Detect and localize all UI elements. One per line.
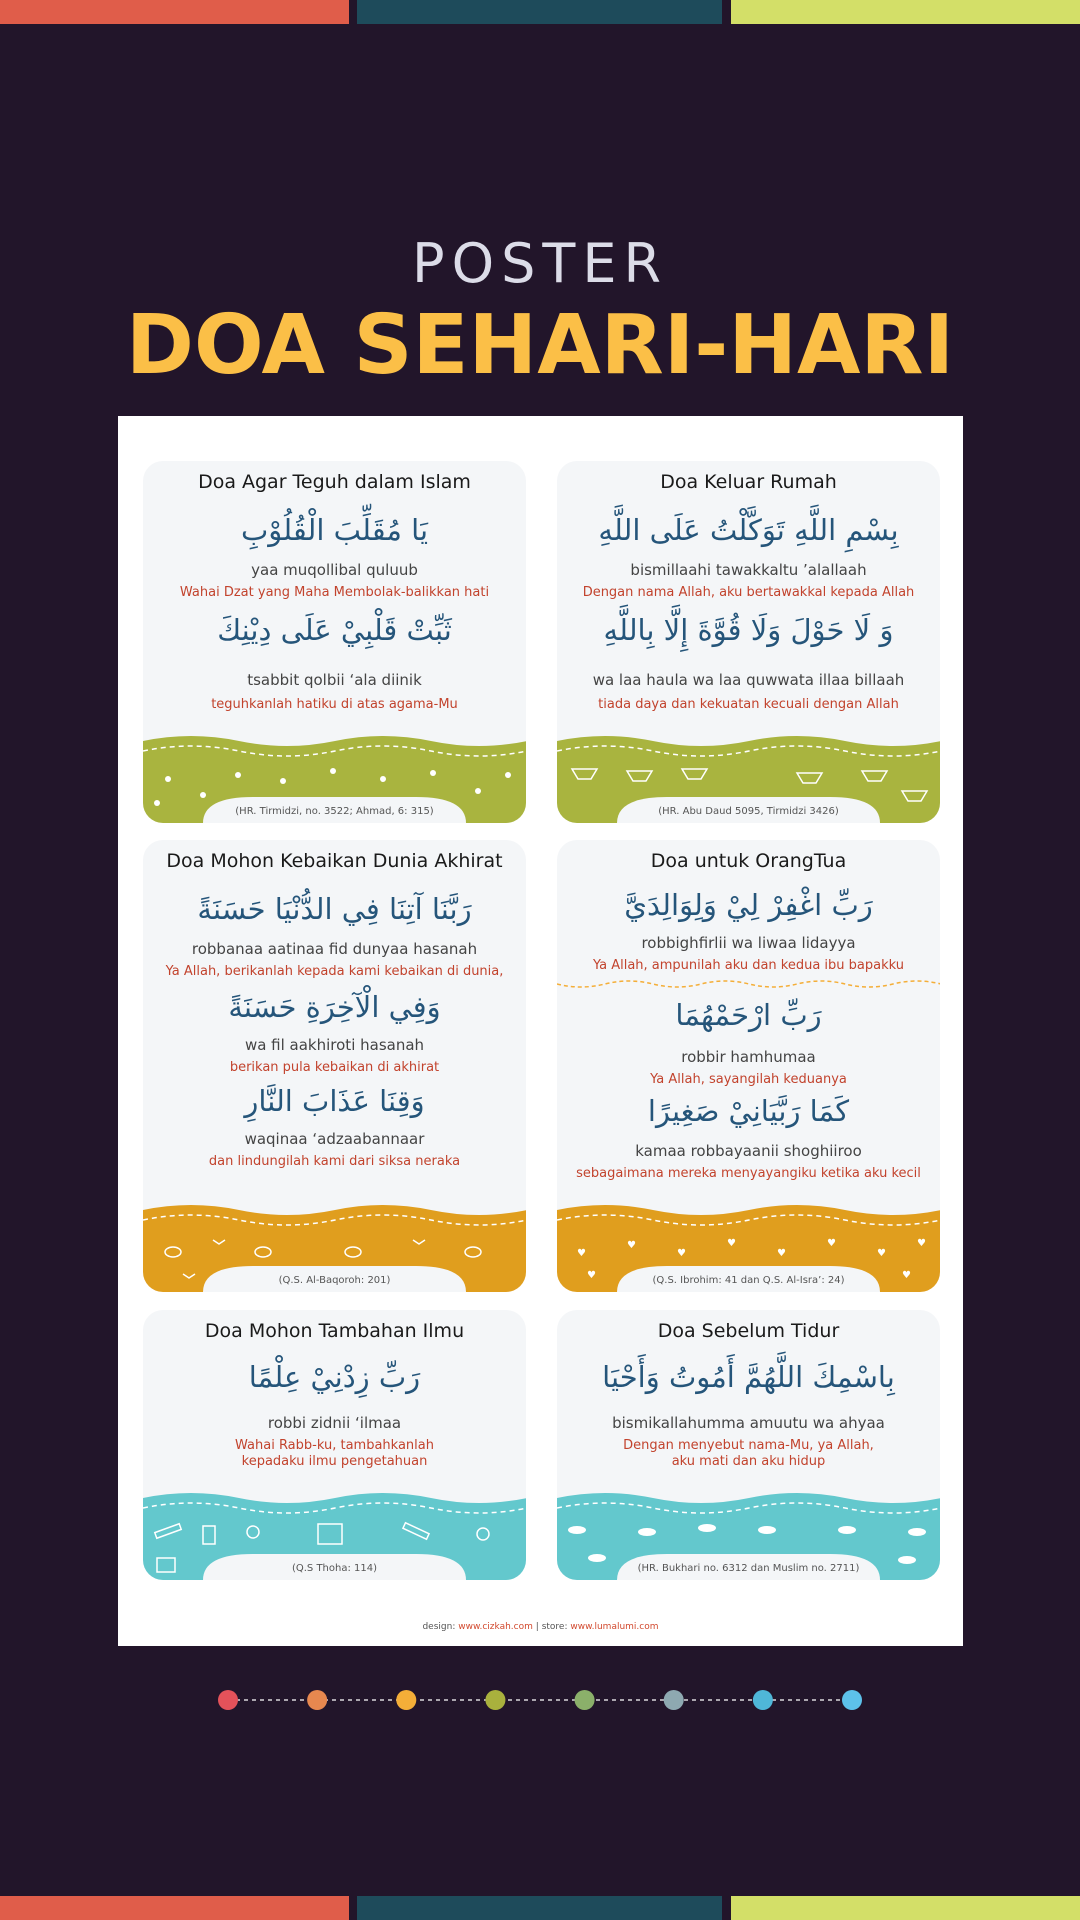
arabic-text: وَ لَا حَوْلَ وَلَا قُوَّةَ إِلَّا بِاللَّهِ [603,613,894,647]
source-reference: (Q.S. Ibrohim: 41 dan Q.S. Al-Isra’: 24) [652,1275,845,1286]
source-reference: (HR. Abu Daud 5095, Tirmidzi 3426) [658,806,839,817]
translation-text: berikan pula kebaikan di akhirat [229,1060,440,1075]
translation-text: Ya Allah, berikanlah kepada kami kebaikan di dunia, [165,964,504,979]
bottom-bar-red [0,1896,349,1920]
svg-text:♥: ♥ [777,1248,786,1259]
translation-text: sebagaimana mereka menyayangiku ketika aku kecil [576,1166,921,1181]
latin-text: robbi zidnii ‘ilmaa [267,1414,402,1432]
progress-dot [218,1690,238,1710]
latin-text: robbir hamhumaa [681,1048,816,1066]
source-reference: (HR. Bukhari no. 6312 dan Muslim no. 2711) [637,1563,860,1574]
svg-text:♥: ♥ [587,1270,596,1281]
translation-text: Dengan nama Allah, aku bertawakkal kepada Allah [582,585,915,600]
progress-dot [575,1690,595,1710]
card-title: Doa Mohon Kebaikan Dunia Akhirat [166,850,503,872]
svg-text:♥: ♥ [627,1240,636,1251]
arabic-text: رَبِّ اغْفِرْ لِيْ وَلِوَالِدَيَّ [624,888,873,922]
translation-text: Ya Allah, sayangilah keduanya [650,1072,847,1087]
arabic-text: بِاسْمِكَ اللَّهُمَّ أَمُوتُ وَأَحْيَا [602,1360,895,1394]
wavy-divider [557,978,940,992]
svg-text:♥: ♥ [902,1270,911,1281]
latin-text: wa fil aakhiroti hasanah [244,1036,425,1054]
bottom-bar-teal [357,1896,722,1920]
latin-text: bismikallahumma amuutu wa ahyaa [612,1414,885,1432]
arabic-text: وَقِنَا عَذَابَ النَّارِ [244,1084,425,1118]
svg-text:♥: ♥ [827,1238,836,1249]
arabic-text: رَبَّنَا آتِنَا فِي الدُّنْيَا حَسَنَةً [197,892,472,926]
latin-text: yaa muqollibal quluub [251,561,418,579]
credit-separator: | [535,1622,539,1632]
translation-text: tiada daya dan kekuatan kecuali dengan Allah [598,697,899,712]
arabic-text: وَفِي الْآخِرَةِ حَسَنَةً [228,990,441,1024]
card-doa-orangtua [557,840,940,1292]
top-bar-red [0,0,349,24]
poster-label: POSTER [412,232,668,295]
source-reference: (Q.S. Al-Baqoroh: 201) [278,1275,391,1286]
translation-text: Wahai Rabb-ku, tambahkanlah kepadaku ilmu pengetahuan [235,1438,434,1469]
store-label: store: [541,1622,568,1632]
arabic-text: كَمَا رَبَّيَانِيْ صَغِيرًا [647,1094,850,1128]
progress-dot [664,1690,684,1710]
card-doa-teguh-islam [143,461,526,823]
translation-text: Ya Allah, ampunilah aku dan kedua ibu bapakku [592,958,905,973]
svg-text:♥: ♥ [917,1238,926,1249]
card-doa-dunia-akhirat [143,840,526,1292]
arabic-text: ثَبِّتْ قَلْبِيْ عَلَى دِيْنِكَ [217,613,452,647]
store-link[interactable]: www.lumalumi.com [570,1622,659,1632]
poster-title: DOA SEHARI-HARI [125,298,955,393]
latin-text: kamaa robbayaanii shoghiiroo [635,1142,862,1160]
latin-text: robbighfirlii wa liwaa lidayya [641,934,856,952]
arabic-text: رَبِّ ارْحَمْهُمَا [675,998,822,1032]
card-title: Doa Agar Teguh dalam Islam [198,471,471,493]
design-label: design: [422,1622,456,1632]
card-title: Doa untuk OrangTua [650,850,847,872]
translation-text: teguhkanlah hatiku di atas agama-Mu [211,697,458,712]
design-link[interactable]: www.cizkah.com [458,1622,533,1632]
card-title: Doa Keluar Rumah [660,471,837,493]
arabic-text: رَبِّ زِدْنِيْ عِلْمًا [248,1360,421,1394]
source-reference: (Q.S Thoha: 114) [291,1563,378,1574]
source-reference: (HR. Tirmidzi, no. 3522; Ahmad, 6: 315) [235,806,434,817]
latin-text: waqinaa ‘adzaabannaar [244,1130,425,1148]
arabic-text: بِسْمِ اللَّهِ تَوَكَّلْتُ عَلَى اللَّهِ [598,513,899,547]
progress-dot [307,1690,327,1710]
latin-text: robbanaa aatinaa fid dunyaa hasanah [191,940,478,958]
svg-text:♥: ♥ [677,1248,686,1259]
translation-text: Dengan menyebut nama-Mu, ya Allah, aku mati dan aku hidup [623,1438,874,1469]
card-title: Doa Mohon Tambahan Ilmu [204,1320,465,1342]
progress-dots [218,1690,862,1710]
arabic-text: يَا مُقَلِّبَ الْقُلُوْبِ [240,513,429,547]
bottom-bar-lime [731,1896,1080,1920]
translation-text: dan lindungilah kami dari siksa neraka [208,1154,461,1169]
latin-text: wa laa haula wa laa quwwata illaa billaah [592,671,905,689]
card-doa-sebelum-tidur [557,1310,940,1580]
progress-dot [396,1690,416,1710]
svg-text:♥: ♥ [727,1238,736,1249]
svg-text:♥: ♥ [577,1248,586,1259]
top-bar-teal [357,0,722,24]
latin-text: bismillaahi tawakkaltu ’alallaah [630,561,867,579]
design-credit [118,1622,963,1632]
poster-sheet [118,416,963,1646]
top-bar-lime [731,0,1080,24]
card-doa-keluar-rumah [557,461,940,823]
card-title: Doa Sebelum Tidur [657,1320,840,1342]
progress-dot [485,1690,505,1710]
translation-text: Wahai Dzat yang Maha Membolak-balikkan hati [179,585,490,600]
progress-dot [753,1690,773,1710]
progress-dot [842,1690,862,1710]
svg-text:♥: ♥ [877,1248,886,1259]
card-doa-tambahan-ilmu [143,1310,526,1580]
latin-text: tsabbit qolbii ‘ala diinik [247,671,422,689]
